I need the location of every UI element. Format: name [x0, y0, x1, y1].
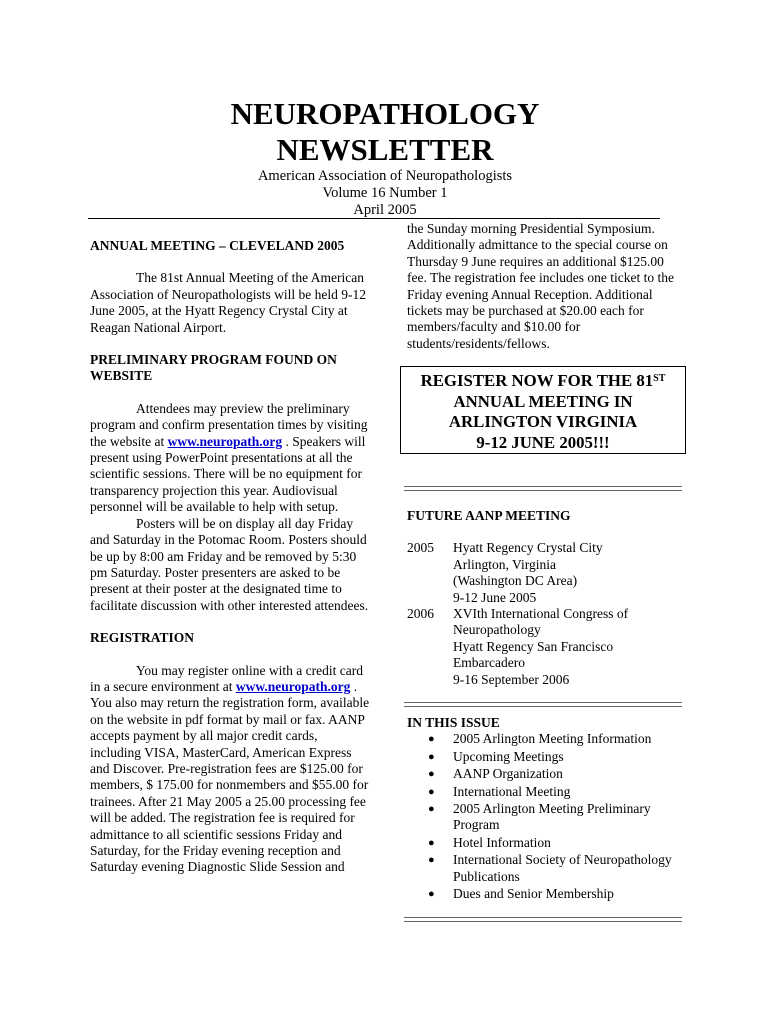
registration-continuation: the Sunday morning Presidential Symposium. Additionally admittance to the special course on Thursday 9 June requires an additional $125.00 fee. The registration fee includes one ticket to the Friday evening Annual Reception. Additional tickets may be purchased at $20.00 each for members/faculty and $10.00 for students/residents/fellows. [407, 221, 675, 351]
masthead-rule [88, 218, 660, 219]
preliminary-text-after-link: . Speakers will present using PowerPoint presentations at all the scientific sessions. There will be no equipment for transparency projection this year. Audiovisual personnel will be available to help with setup. [90, 433, 366, 515]
meeting-detail-line: (Washington DC Area) [453, 573, 578, 589]
section-divider [404, 702, 682, 707]
bullet-icon: ● [428, 854, 435, 867]
posters-paragraph: Posters will be on display all day Friday and Saturday in the Potomac Room. Posters should be up by 8:00 am Friday and be removed by 5:30 pm Saturday. Poster presenters are asked to be present at their poster at the designated time to facilitate discussion with other interested attendees. [90, 515, 369, 613]
list-item-text: Upcoming Meetings [453, 748, 564, 764]
bullet-icon: ● [428, 785, 435, 798]
bullet-icon: ● [428, 750, 435, 763]
annual-meeting-heading: ANNUAL MEETING – CLEVELAND 2005 [90, 238, 345, 253]
neuropath-website-link[interactable]: www.neuropath.org [167, 433, 283, 449]
meeting-detail-line: 9-12 June 2005 [453, 589, 537, 605]
issue-date: April 2005 [353, 202, 417, 218]
meeting-detail-line: Hyatt Regency San Francisco Embarcadero [453, 638, 614, 671]
registration-text-before-link: You may register online with a credit card in a secure environment at [90, 662, 363, 694]
annual-meeting-body: The 81st Annual Meeting of the American Association of Neuropathologists will be held 9-12 June 2005, at the Hyatt Regency Crystal City at Reagan National Airport. [90, 270, 366, 335]
list-item [407, 852, 683, 885]
list-item [407, 801, 683, 834]
meeting-year: 2005 [407, 540, 434, 556]
bullet-icon: ● [428, 888, 435, 901]
register-box-superscript: ST [653, 373, 666, 384]
bullet-icon: ● [428, 836, 435, 849]
future-meetings-section [407, 508, 683, 688]
bullet-icon: ● [428, 803, 435, 816]
in-this-issue-section [407, 715, 683, 902]
register-now-box [400, 366, 686, 454]
meeting-detail-line: 9-16 September 2006 [453, 671, 570, 687]
bullet-icon: ● [428, 733, 435, 746]
list-item [407, 766, 683, 782]
section-divider [404, 486, 682, 491]
meeting-details [453, 540, 683, 606]
in-this-issue-list [407, 731, 683, 902]
register-box-line1 [401, 371, 685, 392]
list-item-text: 2005 Arlington Meeting Preliminary Program [453, 801, 651, 833]
list-item-text: Hotel Information [453, 834, 551, 850]
register-box-line1-text: REGISTER NOW FOR THE 81 [420, 371, 654, 390]
registration-paragraph [90, 663, 370, 876]
in-this-issue-heading: IN THIS ISSUE [407, 715, 500, 730]
list-item-text: Dues and Senior Membership [453, 886, 614, 902]
register-box-line3: ARLINGTON VIRGINIA [448, 412, 638, 431]
meeting-year: 2006 [407, 606, 434, 622]
preliminary-text-before-link: Attendees may preview the preliminary program and confirm presentation times by visiting the website at [90, 400, 368, 449]
meeting-detail-line: Hyatt Regency Crystal City [453, 540, 603, 556]
list-item-text: 2005 Arlington Meeting Information [453, 731, 652, 747]
preliminary-program-heading: PRELIMINARY PROGRAM FOUND ON WEBSITE [90, 352, 337, 384]
list-item [407, 784, 683, 800]
list-item-text: AANP Organization [453, 766, 563, 782]
register-box-line2: ANNUAL MEETING IN [453, 391, 633, 411]
registration-text-after-link: . You also may return the registration form, available on the website in pdf format by mail or fax. AANP accepts payment by all major credit cards, including VISA, MasterCard, American Express and Discover. Pre-registration fees are $125.00 for members, $ 175.00 for nonmembers and $55.00 for trainees. After 21 May 2005 a 25.00 processing fee will be added. The registration fee is required for admittance to all scientific sessions Friday and Saturday, for the Friday evening reception and Saturday evening Diagnostic Slide Session and [90, 678, 370, 875]
list-item [407, 835, 683, 851]
list-item-text: International Meeting [453, 783, 571, 799]
newsletter-title-line2: NEWSLETTER [276, 132, 494, 167]
preliminary-program-paragraph [90, 401, 370, 516]
bullet-icon: ● [428, 768, 435, 781]
meeting-row [407, 540, 683, 606]
meeting-details [453, 606, 683, 688]
right-column-continuation [407, 221, 683, 352]
list-item [407, 749, 683, 765]
meeting-detail-line: Arlington, Virginia [453, 556, 556, 572]
newsletter-title-line1: NEUROPATHOLOGY [230, 96, 540, 131]
registration-heading: REGISTRATION [90, 630, 195, 646]
list-item-text: International Society of Neuropathology Publications [453, 852, 672, 884]
meeting-row [407, 606, 683, 688]
section-divider [404, 917, 682, 922]
organization-name: American Association of Neuropathologists [257, 168, 513, 184]
list-item [407, 731, 683, 747]
meeting-detail-line: XVIth International Congress of Neuropathology [453, 606, 629, 638]
volume-number: Volume 16 Number 1 [322, 185, 448, 201]
left-column [90, 238, 370, 876]
register-box-line4: 9-12 JUNE 2005!!! [476, 432, 610, 452]
registration-website-link[interactable]: www.neuropath.org [235, 678, 351, 694]
list-item [407, 886, 683, 902]
future-meeting-heading: FUTURE AANP MEETING [407, 508, 571, 523]
